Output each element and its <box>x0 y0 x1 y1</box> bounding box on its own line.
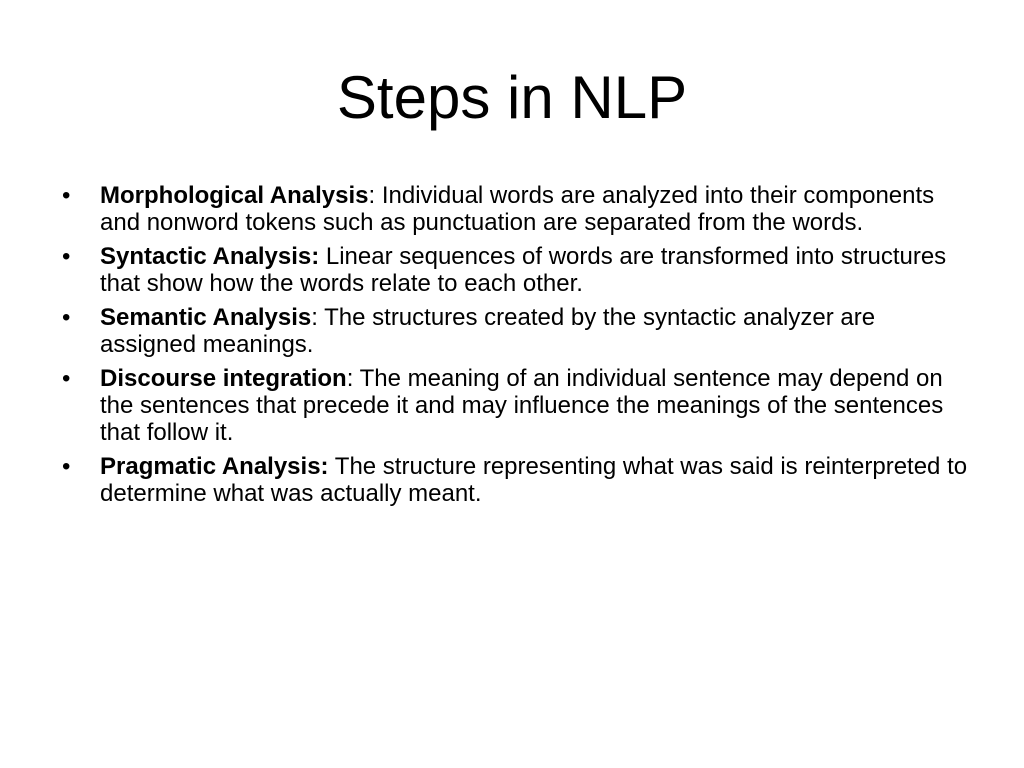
item-description: Individual words are analyzed into their components and nonword tokens such as punctuation are separated from the words. <box>100 182 935 236</box>
term-label: Discourse integration <box>100 365 347 392</box>
term-label: Morphological Analysis <box>100 182 369 209</box>
term-label: Syntactic Analysis: <box>100 243 320 270</box>
term-separator: : <box>311 304 318 331</box>
term-separator: : <box>368 182 376 209</box>
list-item-discourse <box>60 365 970 446</box>
item-description: The structures created by the syntactic analyzer are assigned meanings. <box>100 304 876 358</box>
slide-title: Steps in NLP <box>336 64 688 131</box>
list-item-morphological <box>60 182 970 236</box>
bullet-icon: • <box>62 304 71 331</box>
bullet-icon: • <box>62 243 71 270</box>
term-separator: : <box>346 365 354 392</box>
bullet-icon: • <box>62 365 71 392</box>
bullet-icon: • <box>62 453 71 480</box>
item-description: The meaning of an individual sentence may depend on the sentences that precede it and may influence the meanings of the sentences that follow it. <box>100 365 944 446</box>
list-item-semantic <box>60 304 970 358</box>
bullet-icon: • <box>62 182 71 209</box>
list-item-syntactic <box>60 243 970 297</box>
list-item-pragmatic <box>60 453 970 507</box>
item-description: Linear sequences of words are transformed into structures that show how the words relate to each other. <box>100 243 947 297</box>
item-description: The structure representing what was said is reinterpreted to determine what was actually meant. <box>100 453 968 507</box>
term-label: Pragmatic Analysis: <box>100 453 329 480</box>
bullet-list <box>60 182 970 514</box>
term-label: Semantic Analysis <box>100 304 312 331</box>
